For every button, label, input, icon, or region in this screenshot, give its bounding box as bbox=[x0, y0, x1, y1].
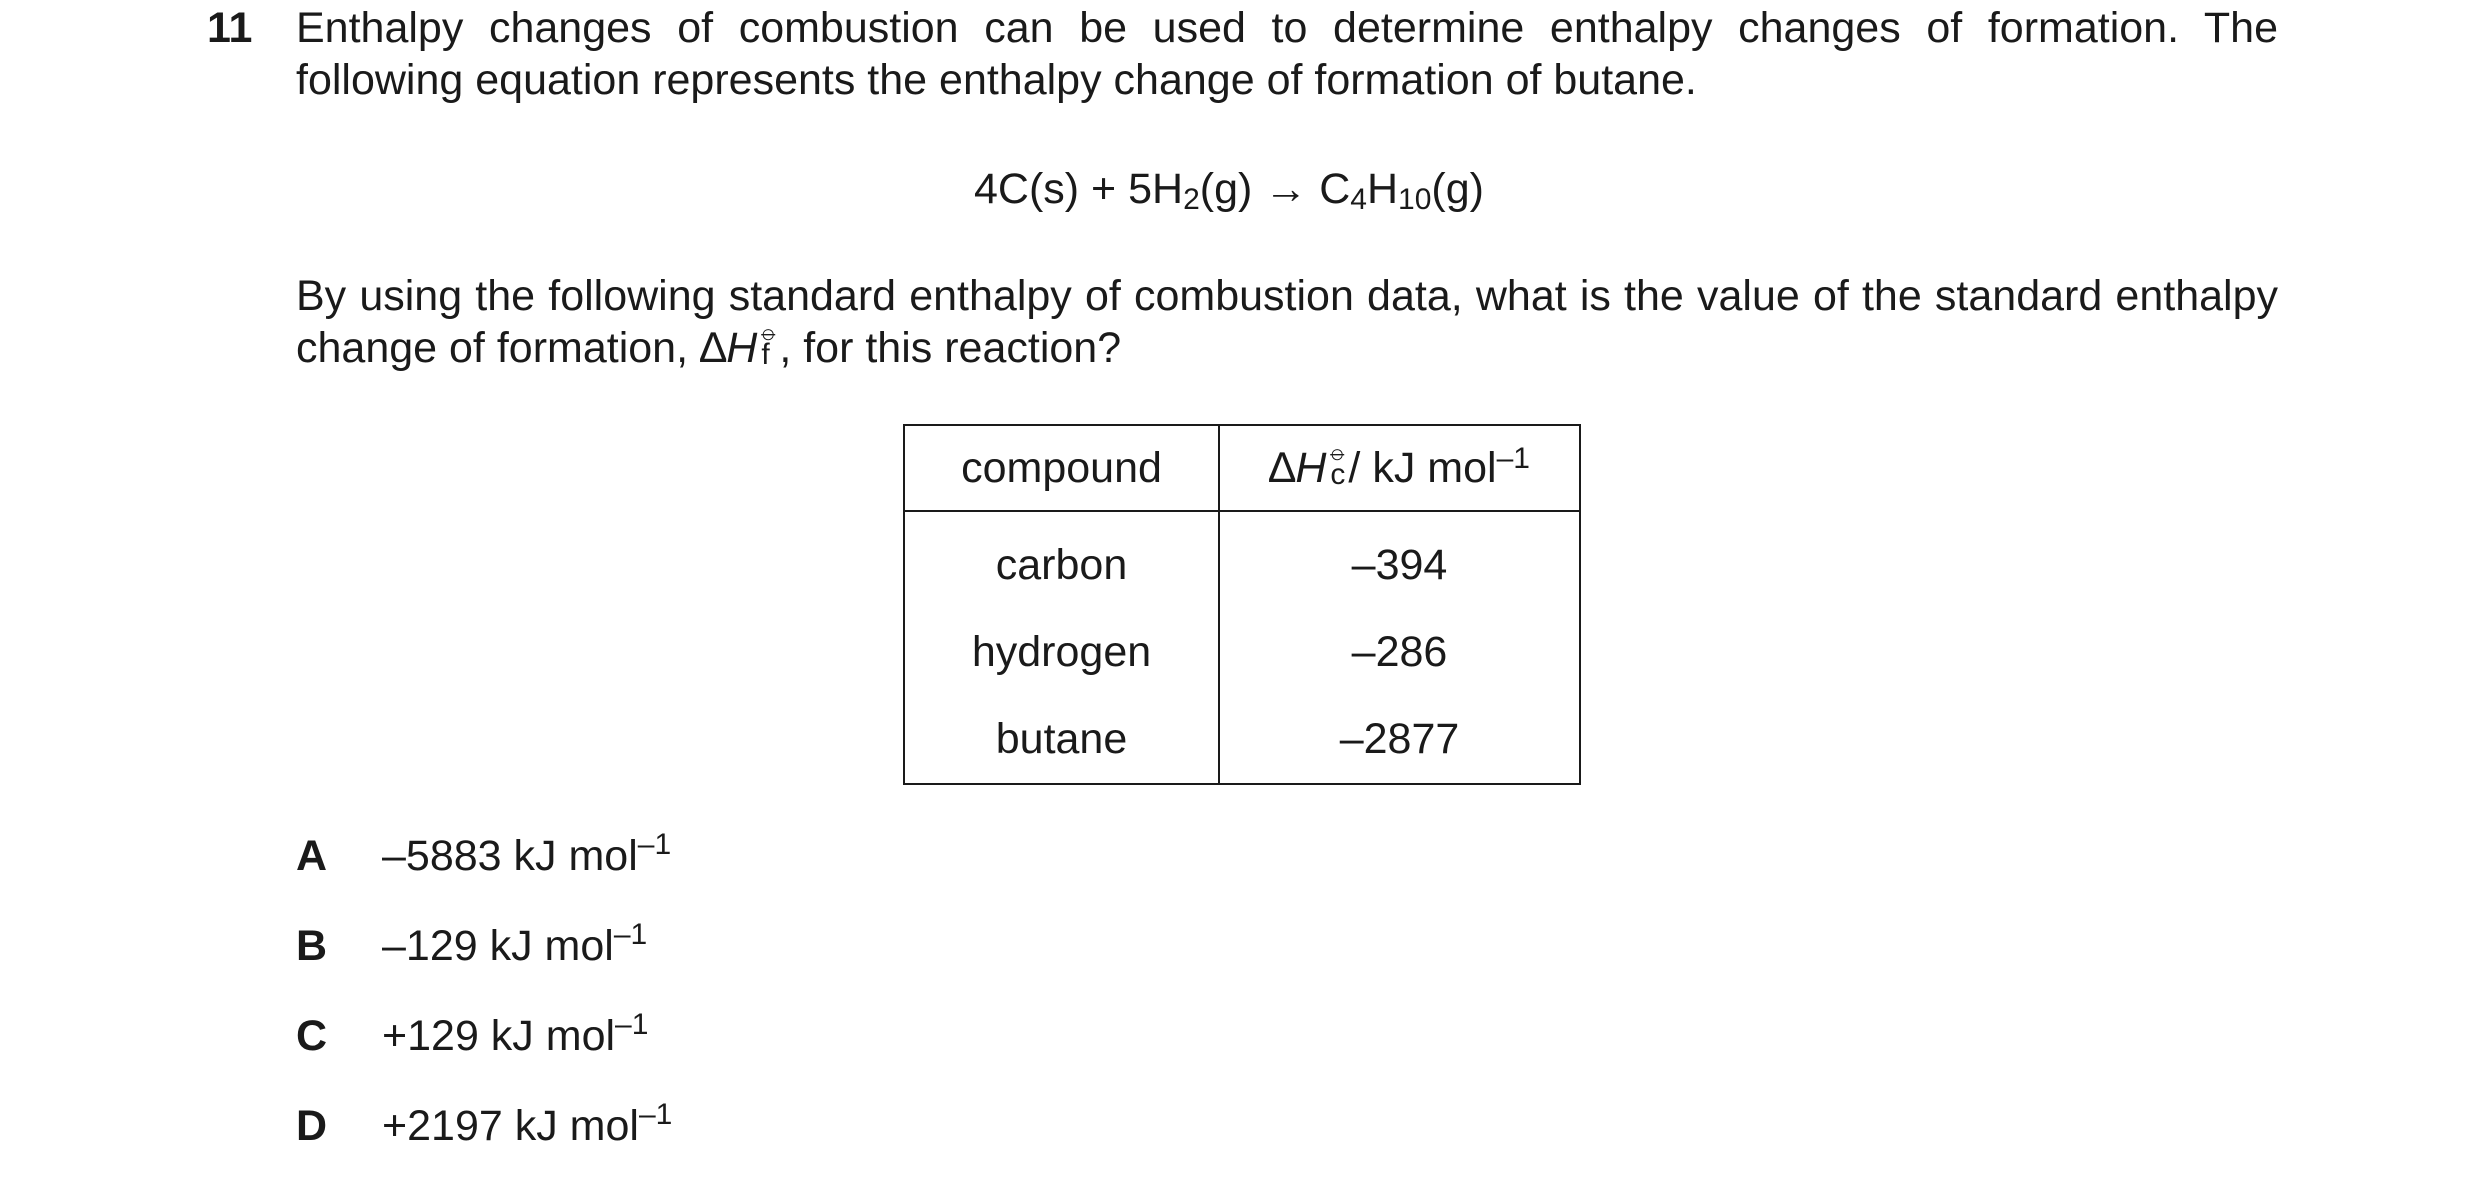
option-value bbox=[382, 918, 648, 970]
prompt-after: , for this reaction? bbox=[779, 324, 1122, 372]
cell-value: –394 bbox=[1219, 511, 1580, 609]
header-enthalpy bbox=[1219, 425, 1580, 511]
option-exponent: –1 bbox=[615, 1008, 649, 1041]
prompt-text bbox=[296, 270, 2278, 374]
plimsoll-icon: ⦵ bbox=[1326, 435, 1349, 466]
equation-part: (g) bbox=[1431, 165, 1484, 213]
standard-state-symbol bbox=[1326, 435, 1349, 491]
question-number: 11 bbox=[207, 4, 253, 52]
option-value-text: +2197 kJ mol bbox=[382, 1102, 639, 1150]
table-row bbox=[904, 609, 1580, 696]
cell-compound: butane bbox=[904, 696, 1219, 784]
option-value bbox=[382, 828, 672, 880]
cell-compound: hydrogen bbox=[904, 609, 1219, 696]
header-compound: compound bbox=[904, 425, 1219, 511]
option-letter: B bbox=[296, 922, 328, 970]
enthalpy-symbol: H bbox=[726, 324, 758, 372]
option-c[interactable] bbox=[296, 1006, 648, 1066]
standard-state-symbol bbox=[757, 316, 780, 371]
cell-value: –2877 bbox=[1219, 696, 1580, 784]
option-d[interactable] bbox=[296, 1096, 672, 1156]
option-value bbox=[382, 1008, 649, 1060]
table-header-row bbox=[904, 425, 1580, 511]
option-b[interactable] bbox=[296, 916, 647, 976]
cell-value: –286 bbox=[1219, 609, 1580, 696]
equation-part: (g) → C bbox=[1199, 165, 1351, 213]
stem-text: Enthalpy changes of combustion can be used to determine enthalpy changes of formation. The following equation represents the enthalpy change of formation of butane. bbox=[296, 4, 2278, 104]
table-row bbox=[904, 696, 1580, 784]
option-letter: D bbox=[296, 1102, 328, 1150]
delta-symbol: ∆ bbox=[699, 324, 727, 372]
equation-subscript: 10 bbox=[1398, 183, 1432, 216]
table-row bbox=[904, 511, 1580, 609]
header-unit: / kJ mol bbox=[1348, 443, 1497, 492]
formation-equation bbox=[974, 163, 1484, 215]
question-stem bbox=[296, 2, 2278, 106]
option-exponent: –1 bbox=[613, 918, 648, 951]
equation-part: H bbox=[1366, 165, 1399, 213]
option-exponent: –1 bbox=[637, 828, 672, 861]
cell-compound: carbon bbox=[904, 511, 1219, 609]
option-value-text: –5883 kJ mol bbox=[382, 832, 638, 880]
equation-subscript: 2 bbox=[1183, 183, 1200, 216]
option-value-text: +129 kJ mol bbox=[382, 1012, 616, 1060]
option-exponent: –1 bbox=[638, 1098, 673, 1131]
option-letter: C bbox=[296, 1012, 328, 1060]
equation-part: 4C(s) + 5H bbox=[974, 165, 1184, 213]
formation-subscript: f bbox=[761, 338, 770, 371]
option-value bbox=[382, 1098, 673, 1150]
question-prompt bbox=[296, 270, 2278, 374]
combustion-subscript: c bbox=[1330, 457, 1346, 491]
unit-exponent: –1 bbox=[1496, 441, 1530, 475]
plimsoll-icon: ⦵ bbox=[757, 316, 780, 346]
option-letter: A bbox=[296, 832, 328, 880]
prompt-before: By using the following standard enthalpy of combustion data, what is the value of the standard enthalpy change of formation, bbox=[296, 272, 2278, 372]
equation-subscript: 4 bbox=[1350, 183, 1367, 216]
delta-symbol: ∆ bbox=[1269, 443, 1296, 492]
enthalpy-symbol: H bbox=[1295, 443, 1327, 492]
combustion-data-table bbox=[903, 424, 1581, 785]
option-value-text: –129 kJ mol bbox=[382, 922, 614, 970]
option-a[interactable] bbox=[296, 826, 671, 886]
